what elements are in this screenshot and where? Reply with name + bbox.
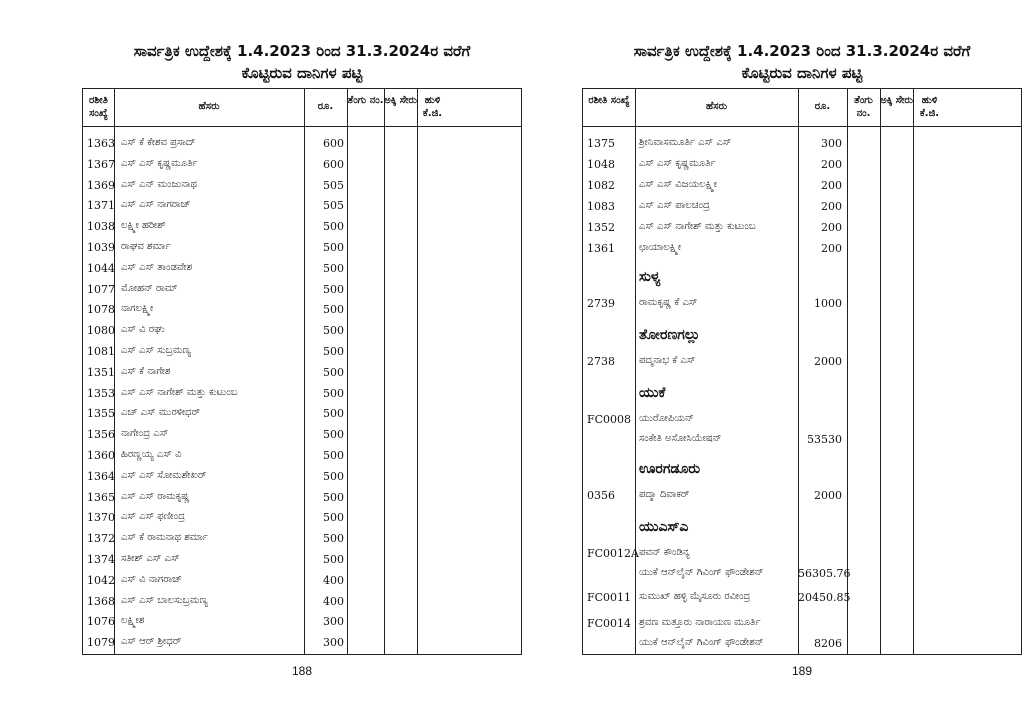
donor-table: [82, 88, 522, 655]
donor-name: ಎಸ್ ಎಸ್ ಫಣೀಂದ್ರ: [121, 511, 185, 523]
column-divider: [384, 89, 385, 654]
receipt-number: FC0012A: [587, 547, 639, 560]
section-heading: ಯುಕೆ: [639, 385, 666, 401]
amount: 500: [323, 386, 344, 400]
amount: 500: [323, 282, 344, 296]
amount: 500: [323, 532, 344, 546]
donor-name: ಎಸ್ ಎಸ್ ತಾಂಡವೇಶ: [121, 261, 193, 273]
receipt-number: FC0014: [587, 617, 632, 630]
amount: 2000: [814, 489, 842, 502]
receipt-number: 1371: [87, 199, 115, 213]
title-line-2: ಕೊಟ್ಟಿರುವ ದಾನಿಗಳ ಪಟ್ಟಿ: [741, 64, 863, 82]
amount: 600: [323, 137, 344, 150]
amount: 300: [323, 636, 344, 650]
amount: 500: [323, 365, 344, 379]
receipt-number: 1079: [87, 636, 115, 650]
amount: 500: [323, 241, 344, 254]
donor-name-line-2: ಸಂಕೇತಿ ಅಸೋಸಿಯೇಷನ್: [639, 433, 722, 444]
donor-name: ಶ್ರೀನಿವಾಸಮೂರ್ತಿ ಎಸ್ ಎಸ್: [639, 137, 732, 148]
amount: 300: [323, 615, 344, 629]
header-rice: ಅಕ್ಕಿ ಸೇರು: [880, 95, 913, 106]
amount: 8206: [814, 637, 842, 650]
receipt-number: 1042: [87, 573, 115, 587]
amount: 1000: [814, 297, 842, 310]
section-heading: ತೋರಣಗಲ್ಲು: [639, 327, 701, 343]
amount: 500: [323, 303, 344, 317]
amount: 500: [323, 428, 344, 442]
receipt-number: 1360: [87, 449, 115, 462]
receipt-number: 1039: [87, 241, 115, 254]
receipt-number: FC0008: [587, 413, 632, 426]
header-name: ಹೆಸರು: [705, 101, 728, 112]
donor-name-line-2: ಯುಕೆ ಆನ್‌ಲೈನ್ ಗಿವಿಂಗ್ ಫೌಂಡೇಶನ್: [639, 567, 764, 578]
receipt-number: 1365: [87, 490, 115, 504]
donor-name: ಎಸ್ ಎಸ್ ಬಾಲಸುಬ್ರಮಣ್ಯ: [121, 594, 208, 606]
header-rupees: ರೂ.: [317, 101, 334, 112]
receipt-number: 1044: [87, 261, 115, 275]
page-number: 188: [291, 664, 313, 678]
column-divider: [347, 89, 348, 654]
left-page: [82, 0, 522, 724]
column-divider: [880, 89, 881, 654]
donor-name: ಪವನ್ ಕೌಂಡಿನ್ಯ: [639, 547, 690, 558]
receipt-number: 0356: [587, 489, 615, 502]
receipt-number: FC0011: [587, 591, 632, 604]
title-line-2: ಕೊಟ್ಟಿರುವ ದಾನಿಗಳ ಪಟ್ಟಿ: [241, 64, 363, 82]
amount: 505: [323, 178, 344, 192]
donor-name: ನಾಗೇಂದ್ರ ಎಸ್: [121, 428, 169, 440]
amount: 500: [323, 449, 344, 462]
page-title: [82, 40, 522, 84]
donor-name: ಎಸ್ ಎಸ್ ಸೋಮಶೇಖರ್: [121, 469, 207, 481]
donor-name: ಸತೀಶ್ ಎಸ್ ಎಸ್: [121, 553, 180, 564]
receipt-number: 1372: [87, 532, 115, 546]
donor-name: ಎಸ್ ಕೆ ರಾಮನಾಥ ಶರ್ಮಾ: [121, 532, 208, 544]
receipt-number: 1080: [87, 324, 115, 338]
receipt-number: 1082: [587, 179, 615, 192]
donor-name: ಎಸ್ ಎಸ್ ಸುಬ್ರಮಣ್ಯ: [121, 345, 191, 356]
amount: 200: [821, 200, 842, 213]
donor-name: ಎಸ್ ಎಸ್ ನಾಗರಾಜ್: [121, 199, 191, 211]
receipt-number: 1353: [87, 386, 115, 400]
section-heading: ಸುಳ್ಯ: [639, 269, 661, 285]
receipt-number: 1363: [87, 137, 115, 150]
header-coconut: ತೆಂಗು ನಂ.: [347, 95, 384, 106]
amount: 400: [323, 573, 344, 587]
donor-name: ಎಸ್ ಎಸ್ ನಾಗೇಶ್ ಮತ್ತು ಕುಟುಂಬ: [121, 386, 238, 398]
amount: 505: [323, 199, 344, 213]
donor-name: ಎಸ್ ಎಸ್ ಪಾಲಚಂದ್ರ: [639, 200, 710, 211]
donor-name: ಎಸ್ ಕೆ ಕೇಶವ ಪ್ರಸಾದ್: [121, 137, 196, 148]
donor-table: [582, 88, 1022, 655]
section-heading: ಊರಗಡೂರು: [639, 461, 701, 477]
table-header: [583, 89, 1021, 127]
receipt-number: 1370: [87, 511, 115, 525]
receipt-number: 1364: [87, 469, 115, 483]
amount: 500: [323, 261, 344, 275]
amount: 500: [323, 490, 344, 504]
header-rice: ಅಕ್ಕಿ ಸೇರು: [384, 95, 417, 106]
table-header: [83, 89, 521, 127]
donor-name: ಎಸ್ ಕೆ ನಾಗೇಶ: [121, 365, 171, 377]
donor-name: ರಾಘವ ಶರ್ಮಾ: [121, 241, 171, 252]
donor-name: ನಾಗಲಕ್ಷ್ಮೀ: [121, 303, 154, 315]
donor-name: ಎಸ್ ಎಸ್ ಕೃಷ್ಣಮೂರ್ತಿ: [639, 158, 716, 169]
amount: 200: [821, 179, 842, 192]
donor-name: ಎಸ್ ವಿ ನಾಗರಾಜ್: [121, 573, 183, 585]
header-receipt: ರಶೀತಿ ಸಂಖ್ಯೆ: [89, 95, 108, 119]
donor-name: ಯುರೋಪಿಯನ್: [639, 413, 694, 424]
amount: 56305.76: [798, 567, 851, 580]
header-coconut: ತೆಂಗು ನಂ.: [854, 95, 873, 119]
donor-name: ಲಕ್ಷ್ಮೀ ಹರೀಶ್: [121, 220, 166, 232]
amount: 500: [323, 553, 344, 566]
donor-name: ಪದ್ಮನಾಭ ಕೆ ಎಸ್: [639, 355, 696, 366]
donor-name: ಛಾಯಾಲಕ್ಷ್ಮೀ: [639, 242, 682, 253]
receipt-number: 1077: [87, 282, 115, 296]
amount: 200: [821, 242, 842, 255]
receipt-number: 1355: [87, 407, 115, 421]
donor-name: ಎಸ್ ಎಸ್ ನಾಗೇಶ್ ಮತ್ತು ಕುಟುಂಬ: [639, 221, 756, 232]
right-page: [582, 0, 1022, 724]
receipt-number: 1374: [87, 553, 115, 566]
receipt-number: 1375: [587, 137, 615, 150]
donor-name: ಎಸ್ ಎಸ್ ವಿಜಯಲಕ್ಷ್ಮೀ: [639, 179, 718, 190]
donor-name: ಎಸ್ ಎನ್ ಮಂಜುನಾಥ: [121, 178, 197, 190]
receipt-number: 1083: [587, 200, 615, 213]
amount: 500: [323, 220, 344, 234]
column-divider: [417, 89, 418, 654]
amount: 20450.85: [798, 591, 851, 604]
donor-name: ಎಸ್ ಎಸ್ ರಾಮಕೃಷ್ಣ: [121, 490, 190, 502]
donor-name: ರಾಮಕೃಷ್ಣ ಕೆ ಎಸ್: [639, 297, 698, 308]
donor-name: ಸುಮುಖ್ ಹಳ್ಳಿ ಮೈಸೂರು ರವೀಂದ್ರ: [639, 591, 751, 602]
receipt-number: 1038: [87, 220, 115, 234]
page-number: 189: [791, 664, 813, 678]
receipt-number: 2739: [587, 297, 615, 310]
amount: 500: [323, 407, 344, 421]
donor-name: ಮೋಹನ್ ರಾಮ್: [121, 282, 178, 294]
amount: 400: [323, 594, 344, 608]
donor-name: ಹಿರಣ್ಣಯ್ಯ ಎಸ್ ವಿ: [121, 449, 182, 460]
receipt-number: 1078: [87, 303, 115, 317]
receipt-number: 1356: [87, 428, 115, 442]
column-divider: [913, 89, 914, 654]
receipt-number: 1361: [587, 242, 615, 255]
receipt-number: 1048: [587, 158, 615, 171]
amount: 500: [323, 511, 344, 525]
amount: 500: [323, 324, 344, 338]
header-name: ಹೆಸರು: [198, 101, 220, 112]
donor-name: ಪದ್ಮಾ ದಿವಾಕರ್: [639, 489, 690, 500]
receipt-number: 1367: [87, 157, 115, 171]
amount: 2000: [814, 355, 842, 368]
receipt-number: 1368: [87, 594, 115, 608]
column-divider: [635, 89, 636, 654]
donor-name: ಎಸ್ ಆರ್ ಶ್ರೀಧರ್: [121, 636, 182, 648]
receipt-number: 1351: [87, 365, 115, 379]
receipt-number: 2738: [587, 355, 615, 368]
donor-name: ಎಸ್ ಎಸ್ ಕೃಷ್ಣಮೂರ್ತಿ: [121, 157, 198, 169]
donor-name: ಶ್ರವಣ ಮತ್ತೂರು ನಾರಾಯಣ ಮೂರ್ತಿ: [639, 617, 761, 628]
donor-name-line-2: ಯುಕೆ ಆನ್‌ಲೈನ್ ಗಿವಿಂಗ್ ಫೌಂಡೇಶನ್: [639, 637, 764, 648]
header-tamarind: ಹುಳಿ ಕೆ.ಜಿ.: [919, 95, 940, 119]
receipt-number: 1076: [87, 615, 115, 629]
header-receipt: ರಶೀತಿ ಸಂಖ್ಯೆ: [588, 95, 630, 106]
header-tamarind: ಹುಳಿ ಕೆ.ಜಿ.: [422, 95, 443, 119]
section-heading: ಯುಎಸ್ಎ: [639, 519, 689, 535]
title-line-1: ಸಾರ್ವತ್ರಿಕ ಉದ್ದೇಶಕ್ಕೆ 1.4.2023 ರಿಂದ 31.3.2024ರ ವರೆಗೆ: [133, 42, 471, 60]
donor-name: ಎಚ್ ಎಸ್ ಮುರಳೀಧರ್: [121, 407, 201, 419]
receipt-number: 1081: [87, 345, 115, 358]
receipt-number: 1369: [87, 178, 115, 192]
donor-name: ಲಕ್ಷ್ಮೀಶ: [121, 615, 145, 627]
amount: 500: [323, 469, 344, 483]
page-title: [582, 40, 1022, 84]
amount: 600: [323, 157, 344, 171]
amount: 300: [821, 137, 842, 150]
title-line-1: ಸಾರ್ವತ್ರಿಕ ಉದ್ದೇಶಕ್ಕೆ 1.4.2023 ರಿಂದ 31.3.2024ರ ವರೆಗೆ: [633, 42, 971, 60]
amount: 500: [323, 345, 344, 358]
amount: 53530: [807, 433, 842, 446]
header-rupees: ರೂ.: [814, 101, 831, 112]
amount: 200: [821, 158, 842, 171]
receipt-number: 1352: [587, 221, 615, 234]
amount: 200: [821, 221, 842, 234]
donor-name: ಎಸ್ ವಿ ರಘು: [121, 324, 165, 336]
